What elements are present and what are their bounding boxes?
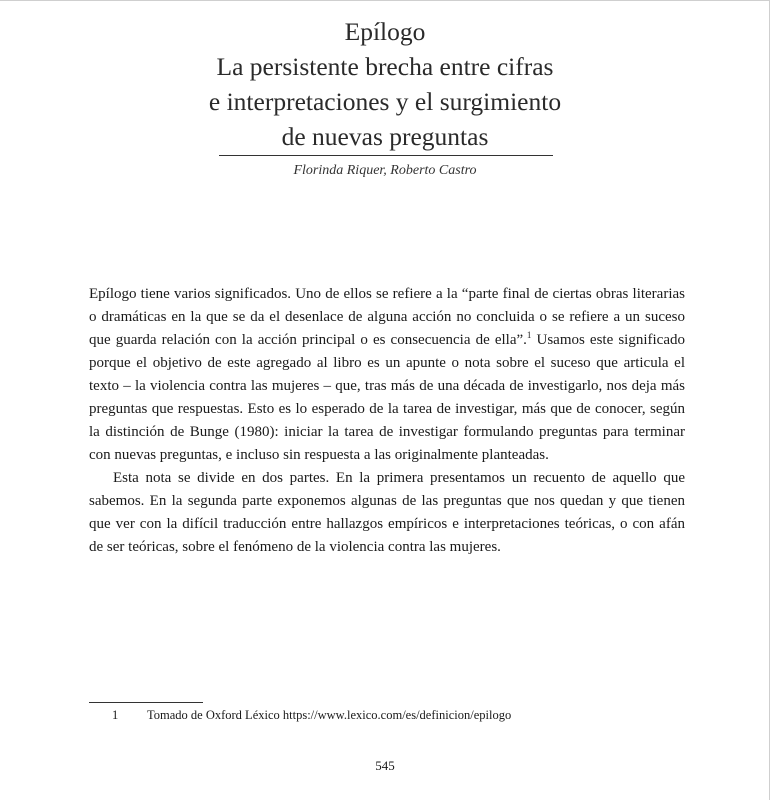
footnote-separator <box>89 702 203 703</box>
chapter-title-line-3: de nuevas preguntas <box>281 122 489 151</box>
paragraph-1 <box>89 283 685 467</box>
chapter-label: Epílogo <box>344 17 426 46</box>
footnote-number: 1 <box>112 708 119 722</box>
footnote-text: Tomado de Oxford Léxico https://www.lexico.com/es/definicion/epilogo <box>147 708 512 722</box>
footnote-reference[interactable]: 1 <box>526 330 532 340</box>
chapter-title-line-1: La persistente brecha entre cifras <box>216 52 554 81</box>
body-text <box>89 283 685 559</box>
title-underline <box>219 155 553 156</box>
page-number: 545 <box>375 758 395 773</box>
chapter-heading <box>0 14 770 154</box>
chapter-title-line-2: e interpretaciones y el surgimiento <box>208 87 562 116</box>
paragraph-1-text: Epílogo tiene varios significados. Uno de ellos se refiere a la “parte final de ciertas obras literarias o dramáticas en la que se da el desenlace de alguna acción no concluida o se refiere a un suceso que guarda relación con la acción principal o es consecuencia de ella”. <box>89 286 685 348</box>
paragraph-1-continued: Usamos este significado porque el objetivo de este agregado al libro es un apunte o nota sobre el suceso que articula el texto – la violencia contra las mujeres – que, tras más de una década de investigarlo, nos deja más preguntas que respuestas. Esto es lo esperado de la tarea de investigar, más que de conocer, según la distinción de Bunge (1980): iniciar la tarea de investigar formulando preguntas para terminar con nuevas preguntas, e incluso sin respuesta a las originalmente planteadas. <box>89 332 685 463</box>
footnote <box>89 708 689 723</box>
paragraph-2: Esta nota se divide en dos partes. En la primera presentamos un recuento de aquello que sabemos. En la segunda parte exponemos algunas de las preguntas que nos quedan y que tienen que ver con la difícil traducción entre hallazgos empíricos e interpretaciones teóricas, o con afán de ser teóricas, sobre el fenómeno de la violencia contra las mujeres. <box>89 470 685 555</box>
authors: Florinda Riquer, Roberto Castro <box>293 163 477 178</box>
page-top-border <box>0 0 770 1</box>
